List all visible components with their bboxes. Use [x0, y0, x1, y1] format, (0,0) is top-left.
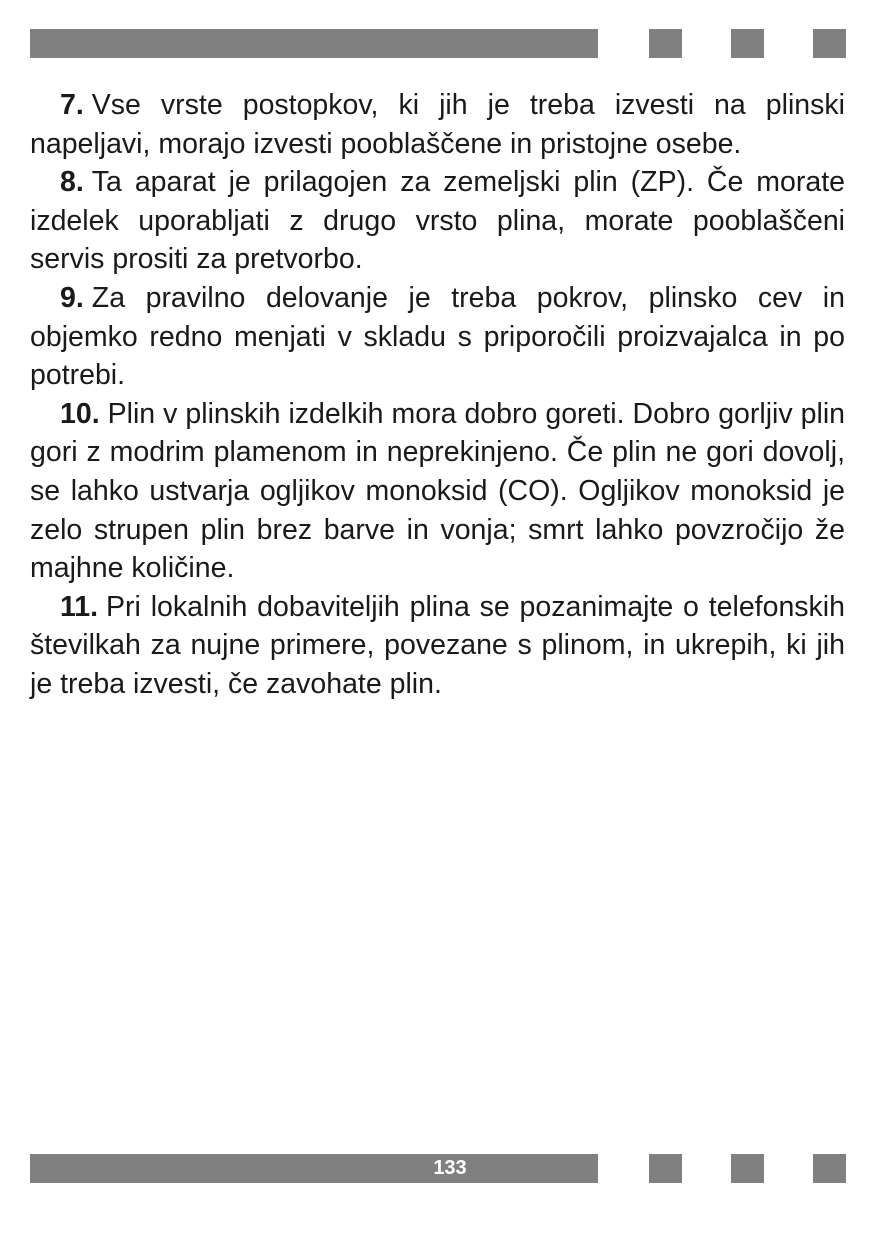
- safety-instructions: [30, 86, 845, 704]
- item-number: 11.: [60, 590, 99, 623]
- item-number: 9.: [60, 281, 84, 314]
- item-number: 10.: [60, 397, 100, 430]
- item-text: Vse vrste postopkov, ki jih je treba izvesti na plinski napeljavi, morajo izvesti pooblaščene in pristojne osebe.: [30, 89, 845, 160]
- instruction-item-9: [30, 279, 845, 395]
- header-square: [731, 29, 764, 58]
- header-bar: [30, 29, 598, 58]
- item-text: Ta aparat je prilagojen za zemeljski plin (ZP). Če morate izdelek uporabljati z drugo vrsto plina, morate pooblaščeni servis prositi za pretvorbo.: [30, 166, 845, 276]
- item-number: 8.: [60, 166, 84, 199]
- item-number: 7.: [60, 89, 84, 121]
- instruction-item-10: [30, 395, 845, 588]
- item-text: Za pravilno delovanje je treba pokrov, plinsko cev in objemko redno menjati v skladu s priporočili proizvajalca in po potrebi.: [30, 281, 845, 392]
- item-text: Pri lokalnih dobaviteljih plina se pozanimajte o telefonskih številkah za nujne primere, povezane s plinom, in ukrepih, ki jih je treba izvesti, če zavohate plin.: [30, 590, 845, 700]
- item-text: Plin v plinskih izdelkih mora dobro goreti. Dobro gorljiv plin gori z modrim plamenom in neprekinjeno. Če plin ne gori dovolj, se lahko ustvarja ogljikov monoksid (CO). Ogljikov monoksid je zelo strupen plin brez barve in vonja; smrt lahko povzročijo že majhne količine.: [30, 397, 845, 585]
- instruction-item-8: [30, 163, 845, 279]
- instruction-item-11: [30, 588, 845, 704]
- instruction-item-7: [30, 86, 845, 163]
- header-square: [813, 29, 846, 58]
- header-square: [649, 29, 682, 58]
- page-number: 133: [433, 1157, 467, 1179]
